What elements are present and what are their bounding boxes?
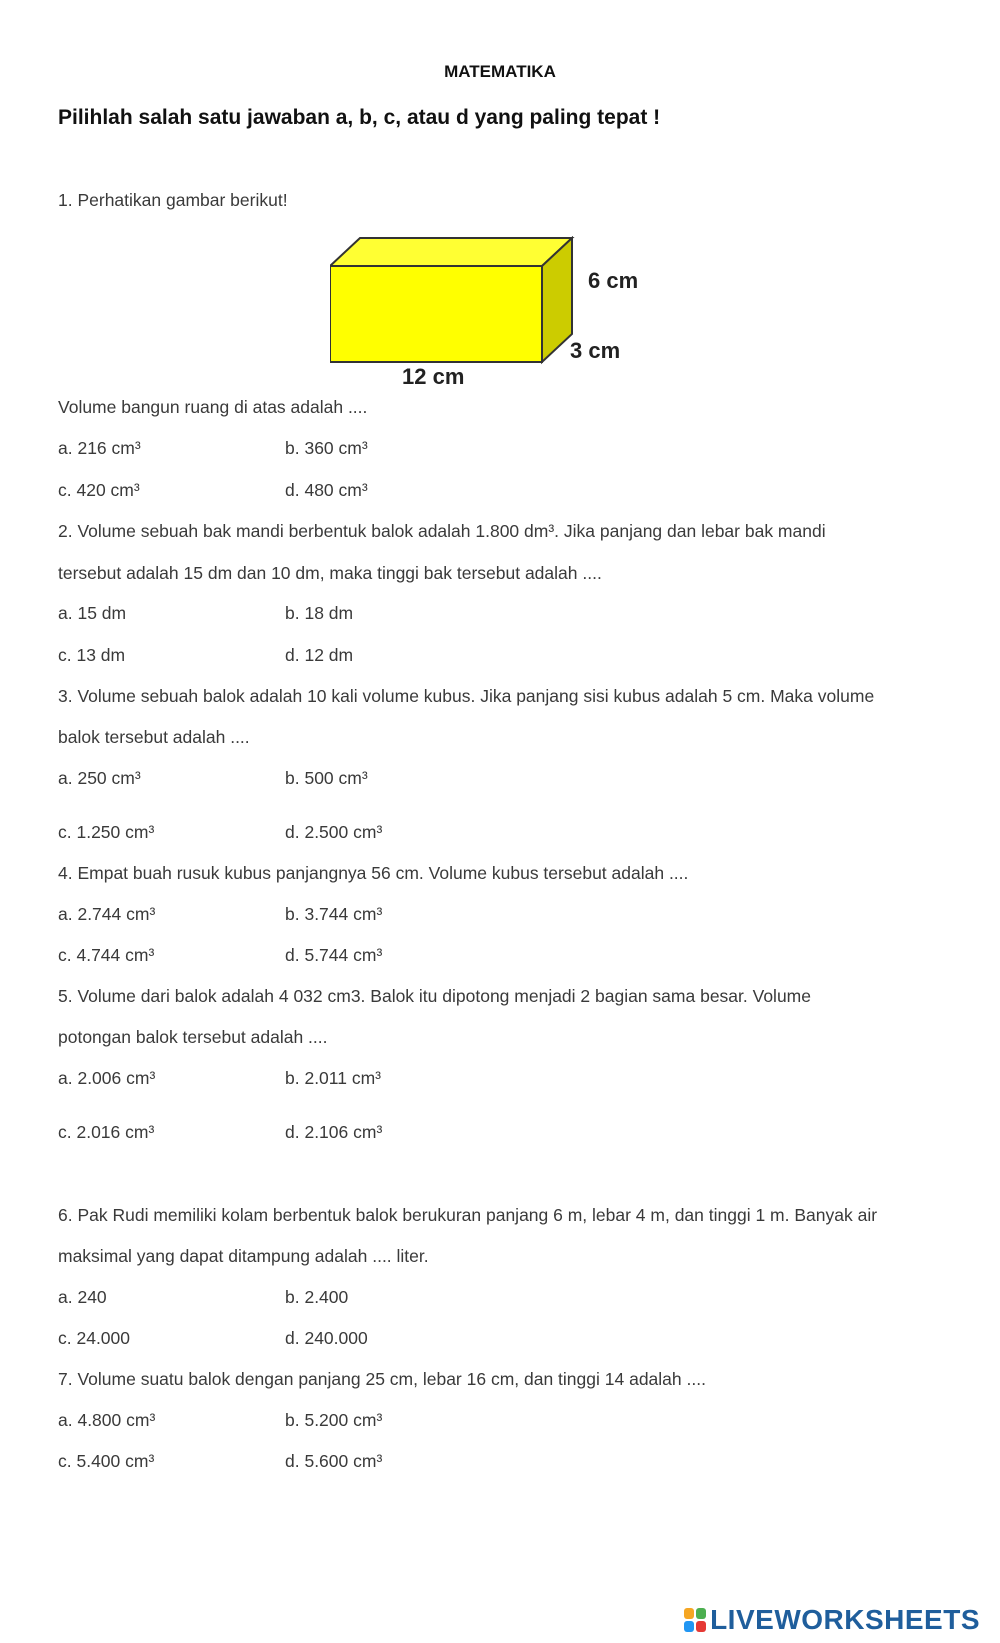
question-5-line-2: potongan balok tersebut adalah ....: [58, 1027, 328, 1047]
question-6-option-a[interactable]: a. 240: [58, 1287, 107, 1307]
question-7-option-b[interactable]: b. 5.200 cm³: [285, 1410, 383, 1430]
cuboid-figure: [330, 236, 670, 406]
cuboid-top-face: [330, 238, 572, 266]
length-label: 12 cm: [402, 364, 465, 389]
question-4-option-a[interactable]: a. 2.744 cm³: [58, 904, 156, 924]
question-3-option-b[interactable]: b. 500 cm³: [285, 768, 368, 788]
question-3-line-1: 3. Volume sebuah balok adalah 10 kali volume kubus. Jika panjang sisi kubus adalah 5 cm. Maka volume: [58, 686, 875, 706]
question-1-text: 1. Perhatikan gambar berikut!: [58, 190, 288, 210]
logo-square-2: [696, 1608, 706, 1619]
question-1-option-c[interactable]: c. 420 cm³: [58, 480, 140, 500]
question-2-option-a[interactable]: a. 15 dm: [58, 603, 127, 623]
question-4-line-1: 4. Empat buah rusuk kubus panjangnya 56 cm. Volume kubus tersebut adalah ....: [58, 863, 689, 883]
height-label: 6 cm: [588, 268, 639, 293]
question-1-option-b[interactable]: b. 360 cm³: [285, 438, 368, 458]
question-2-option-b[interactable]: b. 18 dm: [285, 603, 354, 623]
question-3-line-2: balok tersebut adalah ....: [58, 727, 250, 747]
worksheet-title: MATEMATIKA: [444, 62, 556, 81]
logo-text: LIVEWORKSHEETS: [710, 1604, 980, 1635]
question-7-option-c[interactable]: c. 5.400 cm³: [58, 1451, 155, 1471]
question-2-line-1: 2. Volume sebuah bak mandi berbentuk balok adalah 1.800 dm³. Jika panjang dan lebar bak mandi: [58, 521, 826, 541]
logo-square-1: [684, 1608, 694, 1619]
question-5-option-c[interactable]: c. 2.016 cm³: [58, 1122, 155, 1142]
liveworksheets-logo[interactable]: [684, 1604, 980, 1636]
question-2-option-d[interactable]: d. 12 dm: [285, 645, 354, 665]
question-7-option-a[interactable]: a. 4.800 cm³: [58, 1410, 156, 1430]
question-2-option-c[interactable]: c. 13 dm: [58, 645, 126, 665]
question-4-option-b[interactable]: b. 3.744 cm³: [285, 904, 383, 924]
question-1-prompt: Volume bangun ruang di atas adalah ....: [58, 397, 368, 417]
question-1-option-d[interactable]: d. 480 cm³: [285, 480, 368, 500]
question-4-option-c[interactable]: c. 4.744 cm³: [58, 945, 155, 965]
question-6-line-1: 6. Pak Rudi memiliki kolam berbentuk balok berukuran panjang 6 m, lebar 4 m, dan tinggi 1 m. Banyak air: [58, 1205, 878, 1225]
liveworksheets-logo-icon: [684, 1608, 706, 1632]
question-2-line-2: tersebut adalah 15 dm dan 10 dm, maka tinggi bak tersebut adalah ....: [58, 563, 602, 583]
question-7-line-1: 7. Volume suatu balok dengan panjang 25 cm, lebar 16 cm, dan tinggi 14 adalah ....: [58, 1369, 706, 1389]
question-5-line-1: 5. Volume dari balok adalah 4 032 cm3. Balok itu dipotong menjadi 2 bagian sama besar. Volume: [58, 986, 811, 1006]
question-3-option-a[interactable]: a. 250 cm³: [58, 768, 141, 788]
instruction-text: Pilihlah salah satu jawaban a, b, c, atau d yang paling tepat !: [58, 106, 661, 129]
logo-square-4: [696, 1621, 706, 1632]
width-label: 3 cm: [570, 338, 621, 363]
cuboid-front-face: [330, 266, 542, 362]
question-5-option-d[interactable]: d. 2.106 cm³: [285, 1122, 383, 1142]
question-5-option-b[interactable]: b. 2.011 cm³: [285, 1068, 381, 1088]
question-6-option-d[interactable]: d. 240.000: [285, 1328, 368, 1348]
question-7-option-d[interactable]: d. 5.600 cm³: [285, 1451, 383, 1471]
question-1-option-a[interactable]: a. 216 cm³: [58, 438, 141, 458]
question-6-option-b[interactable]: b. 2.400: [285, 1287, 349, 1307]
question-3-option-d[interactable]: d. 2.500 cm³: [285, 822, 383, 842]
question-3-option-c[interactable]: c. 1.250 cm³: [58, 822, 155, 842]
question-5-option-a[interactable]: a. 2.006 cm³: [58, 1068, 156, 1088]
question-6-option-c[interactable]: c. 24.000: [58, 1328, 130, 1348]
question-6-line-2: maksimal yang dapat ditampung adalah .... liter.: [58, 1246, 429, 1266]
question-4-option-d[interactable]: d. 5.744 cm³: [285, 945, 383, 965]
logo-square-3: [684, 1621, 694, 1632]
